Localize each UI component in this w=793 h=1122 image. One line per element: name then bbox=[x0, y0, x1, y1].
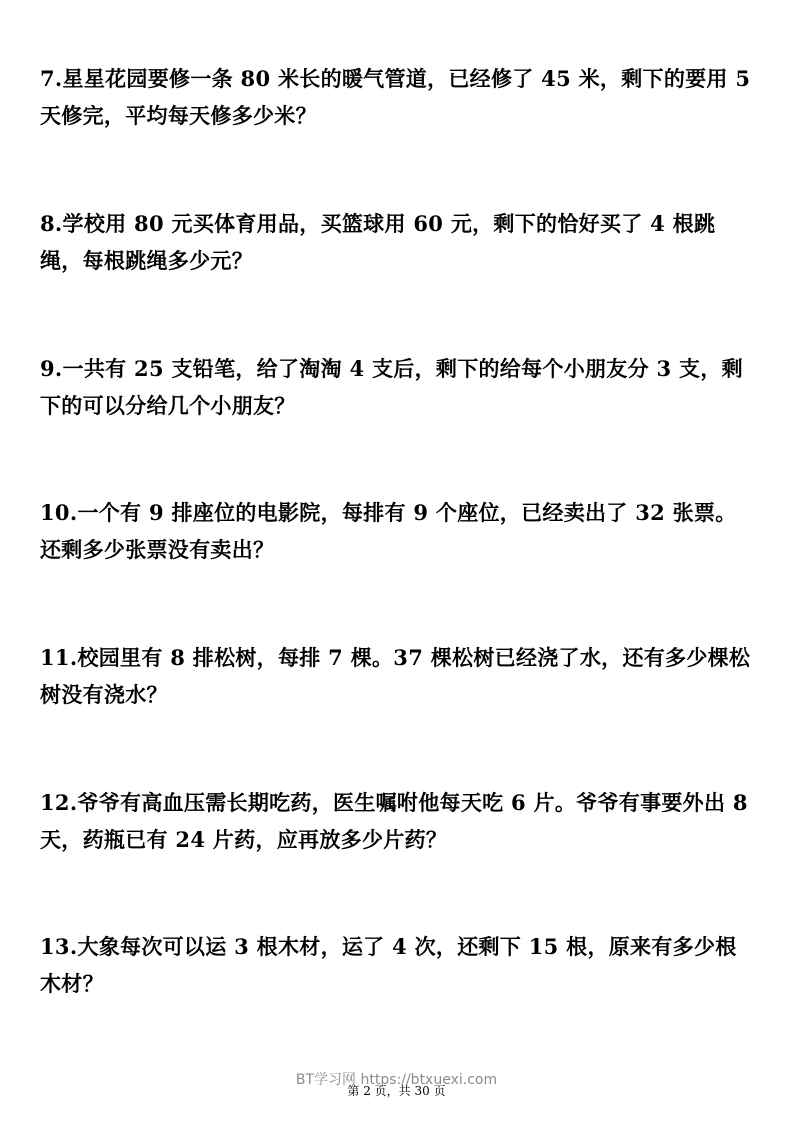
question-text: 大象每次可以运 3 根木材，运了 4 次，还剩下 15 根，原来有多少根木材？ bbox=[40, 934, 737, 996]
question-text: 学校用 80 元买体育用品，买篮球用 60 元，剩下的恰好买了 4 根跳绳，每根跳绳多少元？ bbox=[40, 211, 716, 273]
question-number: 9. bbox=[40, 356, 63, 381]
question-text: 校园里有 8 排松树，每排 7 棵。37 棵松树已经浇了水，还有多少棵松树没有浇水？ bbox=[40, 645, 751, 707]
question-text: 爷爷有高血压需长期吃药，医生嘱咐他每天吃 6 片。爷爷有事要外出 8 天，药瓶已有 24 片药，应再放多少片药？ bbox=[40, 790, 748, 852]
question-11 bbox=[40, 639, 754, 713]
question-number: 10. bbox=[40, 500, 78, 525]
website-watermark: BT学习网 https://btxuexi.com bbox=[295, 1072, 498, 1088]
question-text: 星星花园要修一条 80 米长的暖气管道，已经修了 45 米，剩下的要用 5 天修完，平均每天修多少米？ bbox=[40, 66, 751, 128]
question-number: 8. bbox=[40, 211, 63, 236]
question-number: 13. bbox=[40, 934, 78, 959]
question-10 bbox=[40, 494, 754, 568]
question-number: 7. bbox=[40, 66, 63, 91]
question-number: 12. bbox=[40, 790, 78, 815]
page-number: 第 2 页，共 30 页 bbox=[347, 1084, 446, 1098]
question-text: 一个有 9 排座位的电影院，每排有 9 个座位，已经卖出了 32 张票。还剩多少张票没有卖出？ bbox=[40, 500, 737, 562]
question-12 bbox=[40, 784, 754, 858]
question-9 bbox=[40, 350, 754, 424]
question-7 bbox=[40, 60, 754, 134]
question-8 bbox=[40, 205, 754, 279]
question-text: 一共有 25 支铅笔，给了淘淘 4 支后，剩下的给每个小朋友分 3 支，剩下的可以分给几个小朋友？ bbox=[40, 356, 743, 418]
question-number: 11. bbox=[40, 645, 78, 670]
question-13 bbox=[40, 928, 754, 1002]
